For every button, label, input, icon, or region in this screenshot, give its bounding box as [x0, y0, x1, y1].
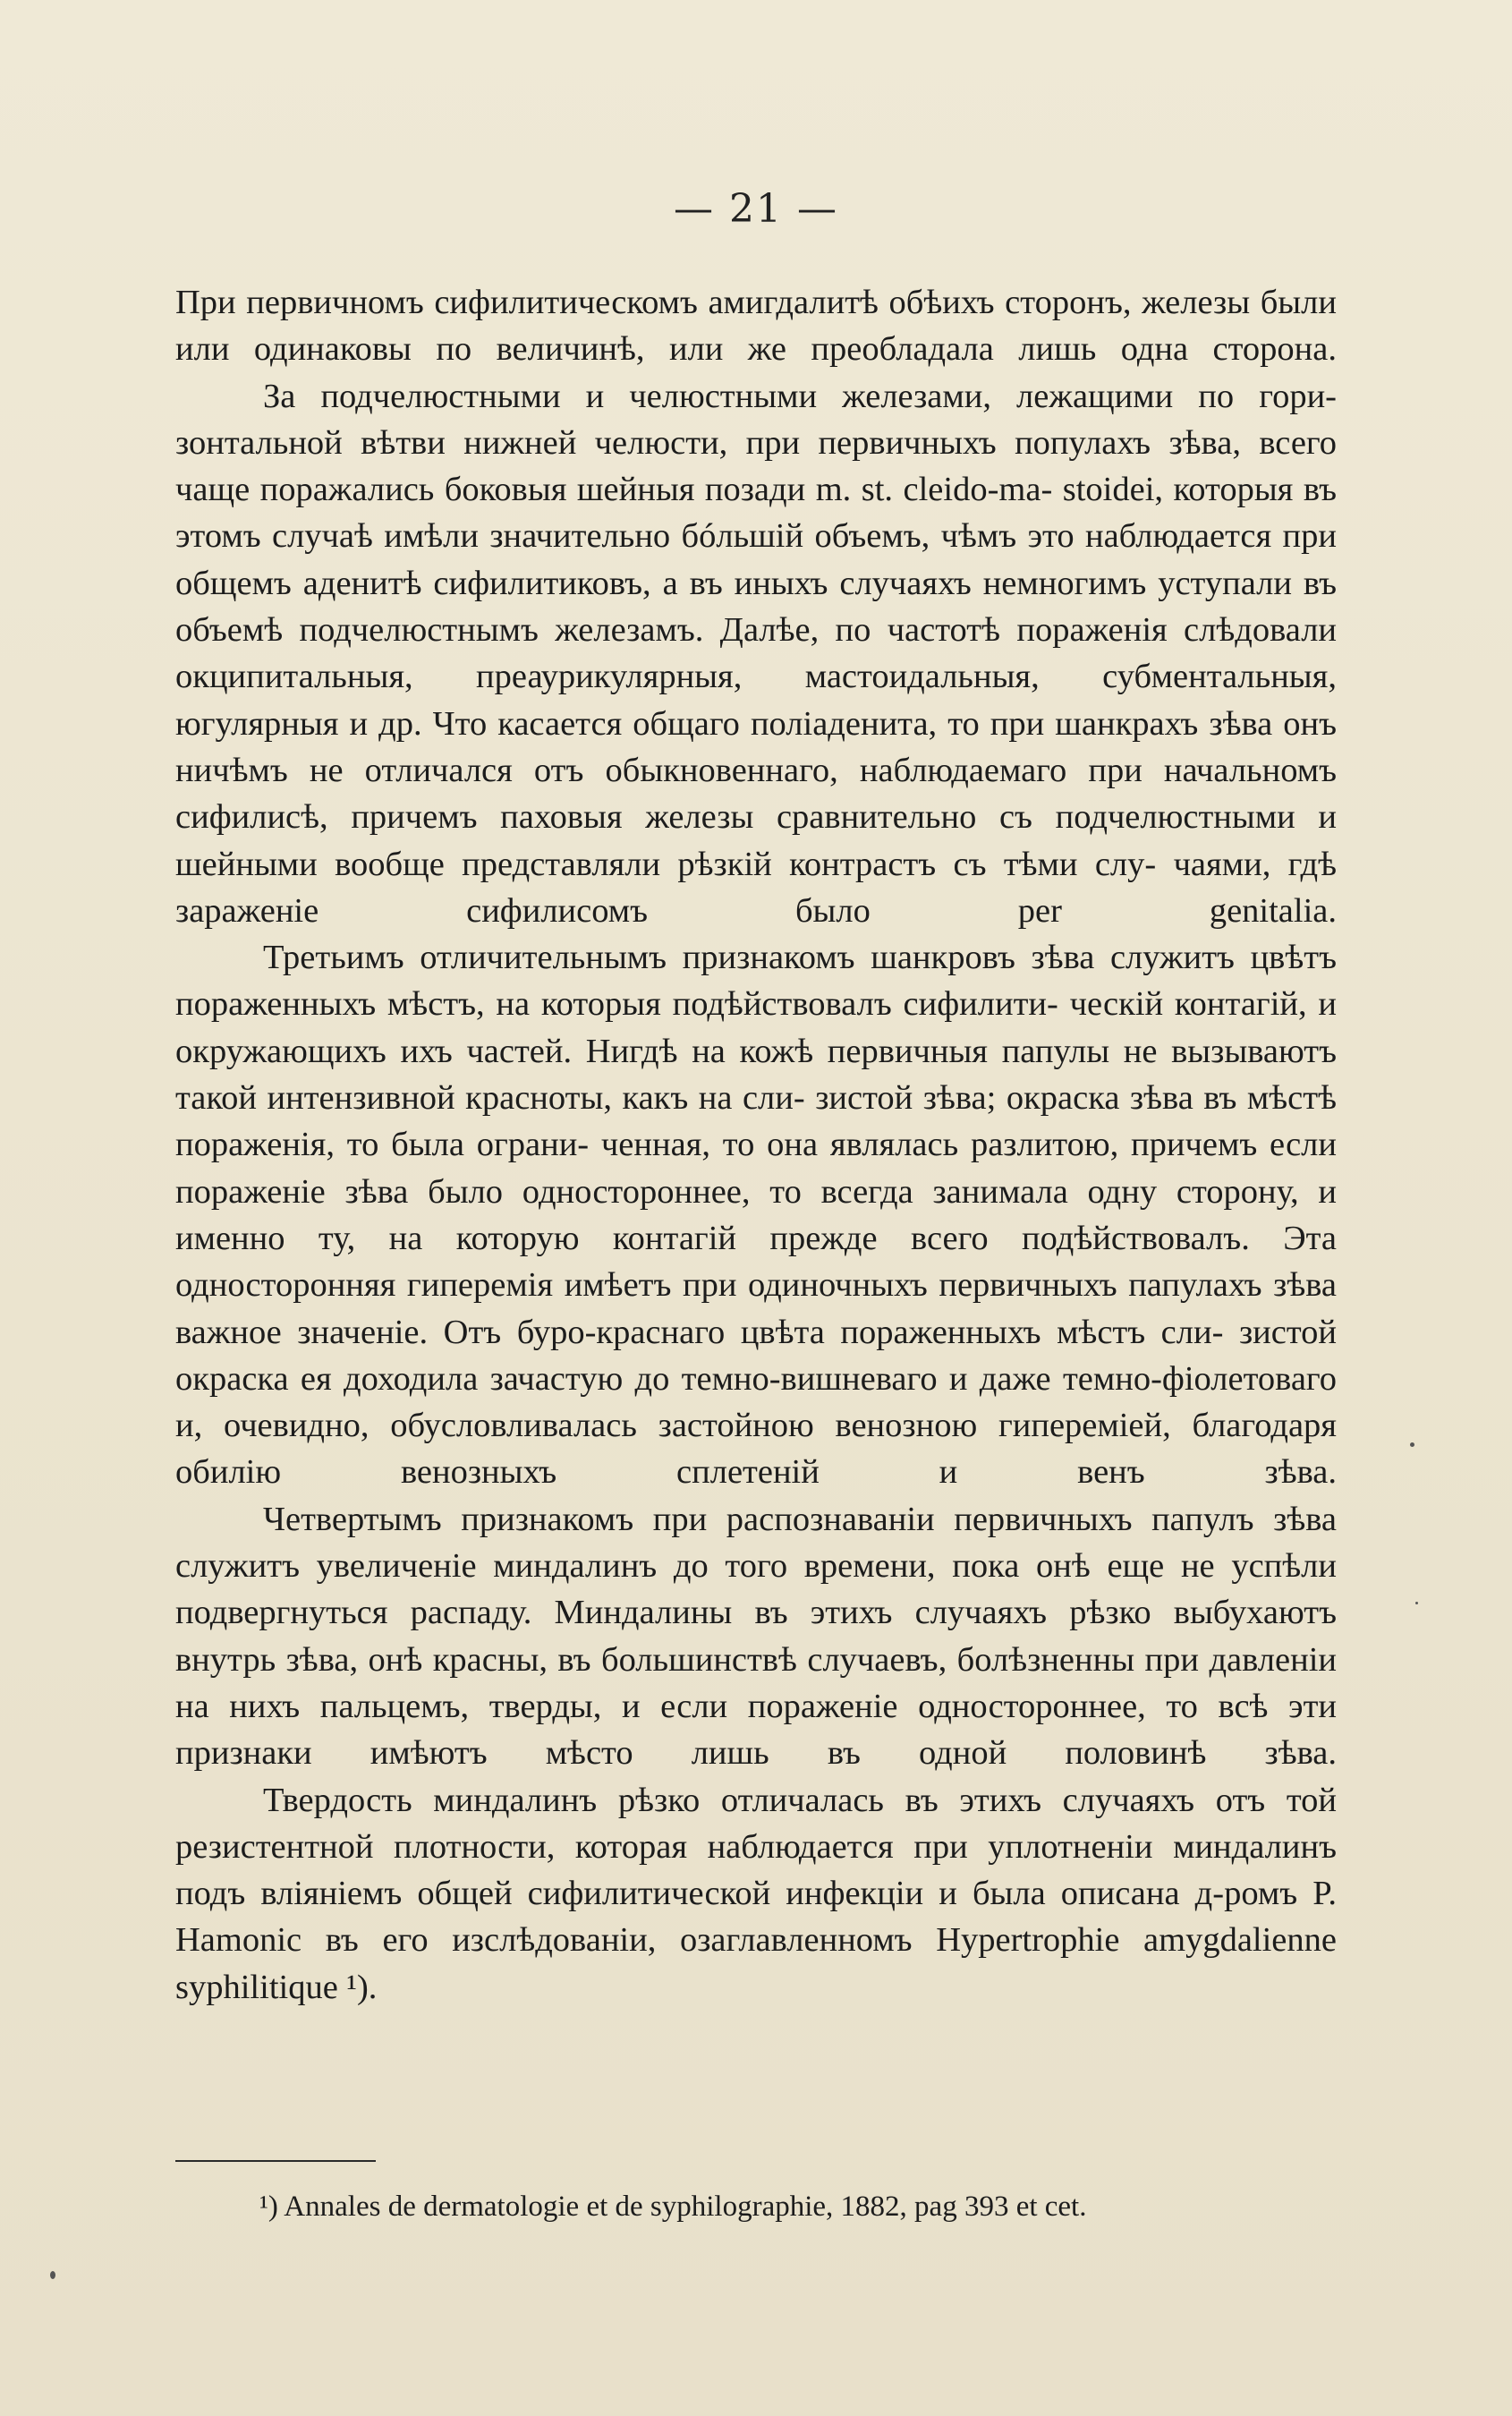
paragraph-1: [175, 279, 1337, 373]
text-line: были или одинаковы по величинѣ, или же преобладала лишь одна сторона.: [175, 284, 1337, 369]
text-line: преаурикулярныя, мастоидальныя, субментальныя, югулярныя и др.: [175, 658, 1338, 743]
text-line: Четвертымъ признакомъ при распознаваніи первичныхъ папулъ: [263, 1500, 1254, 1538]
text-line: сифилисѣ, причемъ паховыя железы сравнительно съ подчелюстными: [175, 798, 1295, 837]
paragraph-4: [175, 1496, 1337, 1777]
text-line: еще не успѣли подвергнуться распаду. Миндалины въ этихъ случаяхъ: [175, 1547, 1337, 1632]
text-line: зѣва служитъ увеличеніе миндалинъ до того времени, пока онѣ: [175, 1500, 1338, 1586]
text-line: темно-фіолетоваго и, очевидно, обусловливалась застойною венозною: [175, 1359, 1337, 1445]
text-line: и шейными вообще представляли рѣзкій контрастъ съ тѣми слу-: [175, 798, 1337, 883]
text-line: ческій контагій, и окружающихъ ихъ частей. Нигдѣ на кожѣ первичныя: [175, 985, 1338, 1070]
text-line: въ одной половинѣ зѣва.: [827, 1734, 1337, 1773]
text-line: чаями, гдѣ зараженіе сифилисомъ было per genitalia.: [175, 845, 1338, 930]
text-line: гиперемія имѣетъ при одиночныхъ первичныхъ папулахъ зѣва: [406, 1266, 1337, 1305]
footnote: ¹) Annales de dermatologie et de syphilographie, 1882, pag 393 et cet.: [259, 2191, 1087, 2223]
paragraph-5: [175, 1777, 1337, 2011]
text-line: Hypertrophie amygdalienne syphilitique ¹).: [175, 1921, 1337, 2006]
paragraph-3: [175, 934, 1337, 1496]
print-speck: [50, 2271, 55, 2279]
text-line: Третьимъ отличительнымъ признакомъ шанкровъ зѣва служитъ: [263, 939, 1235, 977]
text-line: болѣзненны при давленіи на нихъ пальцемъ, тверды, и если: [175, 1640, 1337, 1725]
text-line: на которую контагій прежде всего подѣйствовалъ. Эта односторонняя: [175, 1219, 1338, 1305]
text-line: было одностороннее, то всегда занимала одну сторону, и именно ту,: [175, 1172, 1338, 1257]
text-line: stoidei, которыя въ этомъ случаѣ имѣли значительно бóльшій объемъ,: [175, 471, 1337, 556]
print-speck: [1415, 1602, 1418, 1604]
text-line: При первичномъ сифилитическомъ амигдалитѣ обѣихъ сторонъ, железы: [175, 284, 1251, 321]
body-text: [175, 279, 1337, 2011]
text-line: отъ той резистентной плотности, которая наблюдается при уплотненіи: [175, 1781, 1337, 1866]
text-line: важное значеніе. Отъ буро-краснаго цвѣта пораженныхъ мѣстъ сли-: [175, 1313, 1224, 1351]
paragraph-2: [175, 373, 1337, 935]
print-speck: [1410, 1442, 1414, 1447]
page-number: — 21 —: [674, 186, 838, 232]
text-line: рѣзко выбухаютъ внутрь зѣва, онѣ красны, въ большинствѣ случаевъ,: [175, 1594, 1338, 1679]
text-line: зистой окраска ея доходила зачастую до темно-вишневаго и даже: [175, 1313, 1338, 1398]
text-line: За подчелюстными и челюстными железами, лежащими по гори-: [263, 377, 1337, 415]
text-line: папулы не вызываютъ такой интензивной красноты, какъ на сли-: [175, 1032, 1337, 1118]
text-line: цвѣтъ пораженныхъ мѣстъ, на которыя подѣйствовалъ сифилити-: [175, 939, 1337, 1024]
text-line: иныхъ случаяхъ немногимъ уступали въ объемѣ подчелюстнымъ: [175, 564, 1338, 650]
text-line: зонтальной вѣтви нижней челюсти, при первичныхъ популахъ зѣва,: [175, 423, 1241, 462]
text-line: гипереміей, благодаря обилію венозныхъ сплетеній и венъ зѣва.: [175, 1407, 1338, 1492]
text-line: пораженіе одностороннее, то всѣ эти признаки имѣютъ мѣсто лишь: [175, 1687, 1337, 1773]
text-line: Твердость миндалинъ рѣзко отличалась въ этихъ случаяхъ: [263, 1781, 1195, 1819]
text-line: всего чаще поражались боковыя шейныя позади m. st. cleido-ma-: [175, 423, 1338, 509]
text-line: Что касается общаго поліаденита, то при шанкрахъ зѣва онъ ничѣмъ: [175, 704, 1338, 789]
text-line: миндалинъ подъ вліяніемъ общей сифилитической инфекціи и была: [175, 1827, 1337, 1913]
text-line: ченная, то она являлась разлитою, причемъ если пораженіе зѣва: [175, 1126, 1337, 1211]
text-line: не отличался отъ обыкновеннаго, наблюдаемаго при начальномъ: [309, 751, 1337, 789]
text-line: железамъ. Далѣе, по частотѣ пораженія слѣдовали окципитальныя,: [175, 611, 1338, 696]
text-line: чѣмъ это наблюдается при общемъ аденитѣ сифилитиковъ, а въ: [175, 517, 1337, 602]
footnote-divider: [175, 2160, 376, 2162]
text-line: зистой зѣва; окраска зѣва въ мѣстѣ пораженія, то была ограни-: [175, 1079, 1337, 1164]
text-line: описана д-ромъ P. Hamonic въ его изслѣдованіи, озаглавленномъ: [175, 1875, 1337, 1960]
